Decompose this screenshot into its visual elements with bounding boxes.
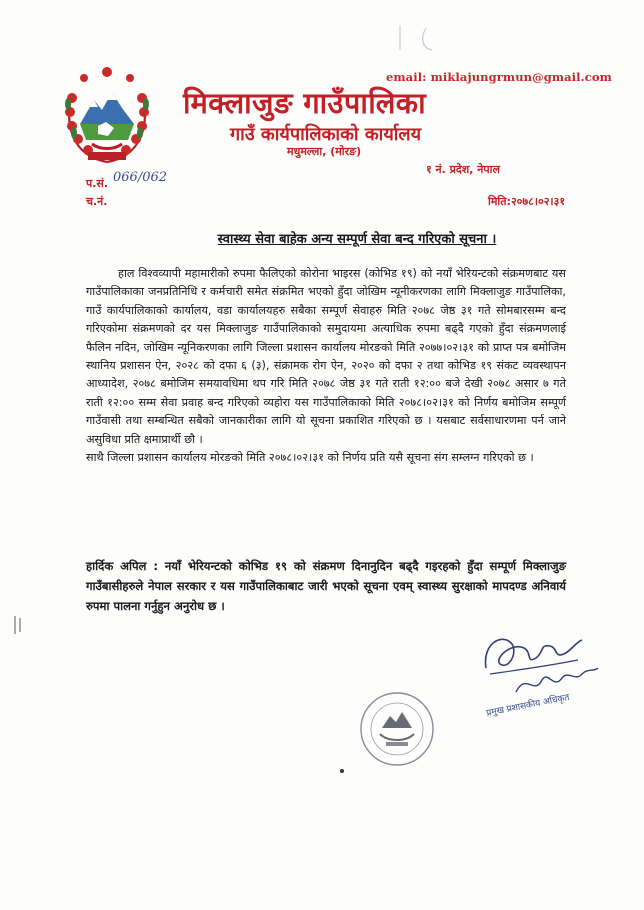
- notice-paragraph-1: हाल विश्वव्यापी महामारीको रुपमा फैलिएको कोरोना भाइरस (कोभिड १९) को नयाँ भेरियन्टको संक्रमणबाट यस गाउँपालिकाका जनप्रतिनिधि र कर्मचारी समेत संक्रमित भएको हुँदा जोखिम न्यूनीकरणका लागि मिक्लाजुङ गाउँपालिका, गाउँ कार्यपालिकाको कार्यालय, वडा कार्यालयहरु सबैका सम्पूर्ण सेवाहरु मिति २०७८ जेष्ठ ३१ गते सोमबारसम्म बन्द गरिएकोमा संक्रमणको दर यस मिक्लाजुङ गाउँपालिकाको समुदायमा अत्याधिक रुपमा बढ्दै गएको हुँदा संक्रमणलाई फैलिन नदिन, जोखिम न्यूनिकरणका लागि जिल्ला प्रशासन कार्यालय मोरङको मिति २०७७।०२।३१ को प्राप्त पत्र बमोजिम स्थानिय प्रशासन ऐन, २०२८ को दफा ६ (३), संक्रामक रोग ऐन, २०२० को दफा २ तथा कोभिड १९ संकट व्यवस्थापन आध्यादेश, २०७८ बमोजिम समयावधिमा थप गरि मिति २०७८ जेष्ठ ३१ गते राती १२:०० बजे देखी २०७८ असार ७ गते राती १२:०० सम्म सेवा प्रवाह बन्द गरिएको व्यहोरा यस गाउँपालिकाको मिति २०७८।०२।३१ को निर्णय बमोजिम सम्पूर्ण गाउँवासी तथा सम्बन्धित सबैको जानकारीका लागि यो सूचना प्रकाशित गरिएको छ । यसबाट सर्वसाधारणमा पर्न जाने असुविधा प्रति क्षमाप्रार्थी छौ ।: [86, 267, 566, 446]
- cn-label: च.नं.: [86, 195, 108, 208]
- scan-mark: [12, 614, 24, 636]
- office-address: मधुमल्ला, (मोरङ): [287, 145, 362, 158]
- notice-body: [86, 265, 566, 467]
- ps-label: प.सं.: [86, 177, 109, 190]
- office-subtitle: गाउँ कार्यपालिकाको कार्यालय: [230, 124, 422, 145]
- signatory-designation: प्रमुख प्रशासकीय अधिकृत: [485, 692, 571, 719]
- letter-date: मिति:२०७८।०२।३१: [488, 195, 566, 208]
- province-line: १ नं. प्रदेश, नेपाल: [426, 163, 500, 176]
- ps-value: 066/062: [113, 170, 168, 185]
- scan-mark: [380, 20, 460, 55]
- nepal-emblem-icon: [62, 64, 152, 168]
- notice-paragraph-2: साथै जिल्ला प्रशासन कार्यालय मोरङको मिति २०७८।०२।३१ को निर्णय प्रति यसै सूचना संग सम्लग्न गरिएको छ ।: [86, 451, 534, 465]
- email-address: email: miklajungrmun@gmail.com: [386, 70, 612, 84]
- municipality-title: मिक्लाजुङ गाउँपालिका: [183, 86, 426, 120]
- notice-heading-text: स्वास्थ्य सेवा बाहेक अन्य सम्पूर्ण सेवा बन्द गरिएको सूचना ।: [217, 232, 497, 247]
- notice-heading: [0, 229, 644, 247]
- ink-dot: [340, 769, 344, 773]
- public-appeal: हार्दिक अपिल : नयाँ भेरियन्टको कोभिड १९ को संक्रमण दिनानुदिन बढ्दै गइरहको हुँदा सम्पूर्ण मिक्लाजुङ गाउँबासीहरुले नेपाल सरकार र यस गाउँपालिकाबाट जारी भएको सूचना एवम् स्वास्थ्य सुरक्षाको मापदण्ड अनिवार्य रुपमा पालना गर्नुहुन अनुरोध छ ।: [86, 559, 566, 613]
- office-stamp-icon: [356, 688, 438, 770]
